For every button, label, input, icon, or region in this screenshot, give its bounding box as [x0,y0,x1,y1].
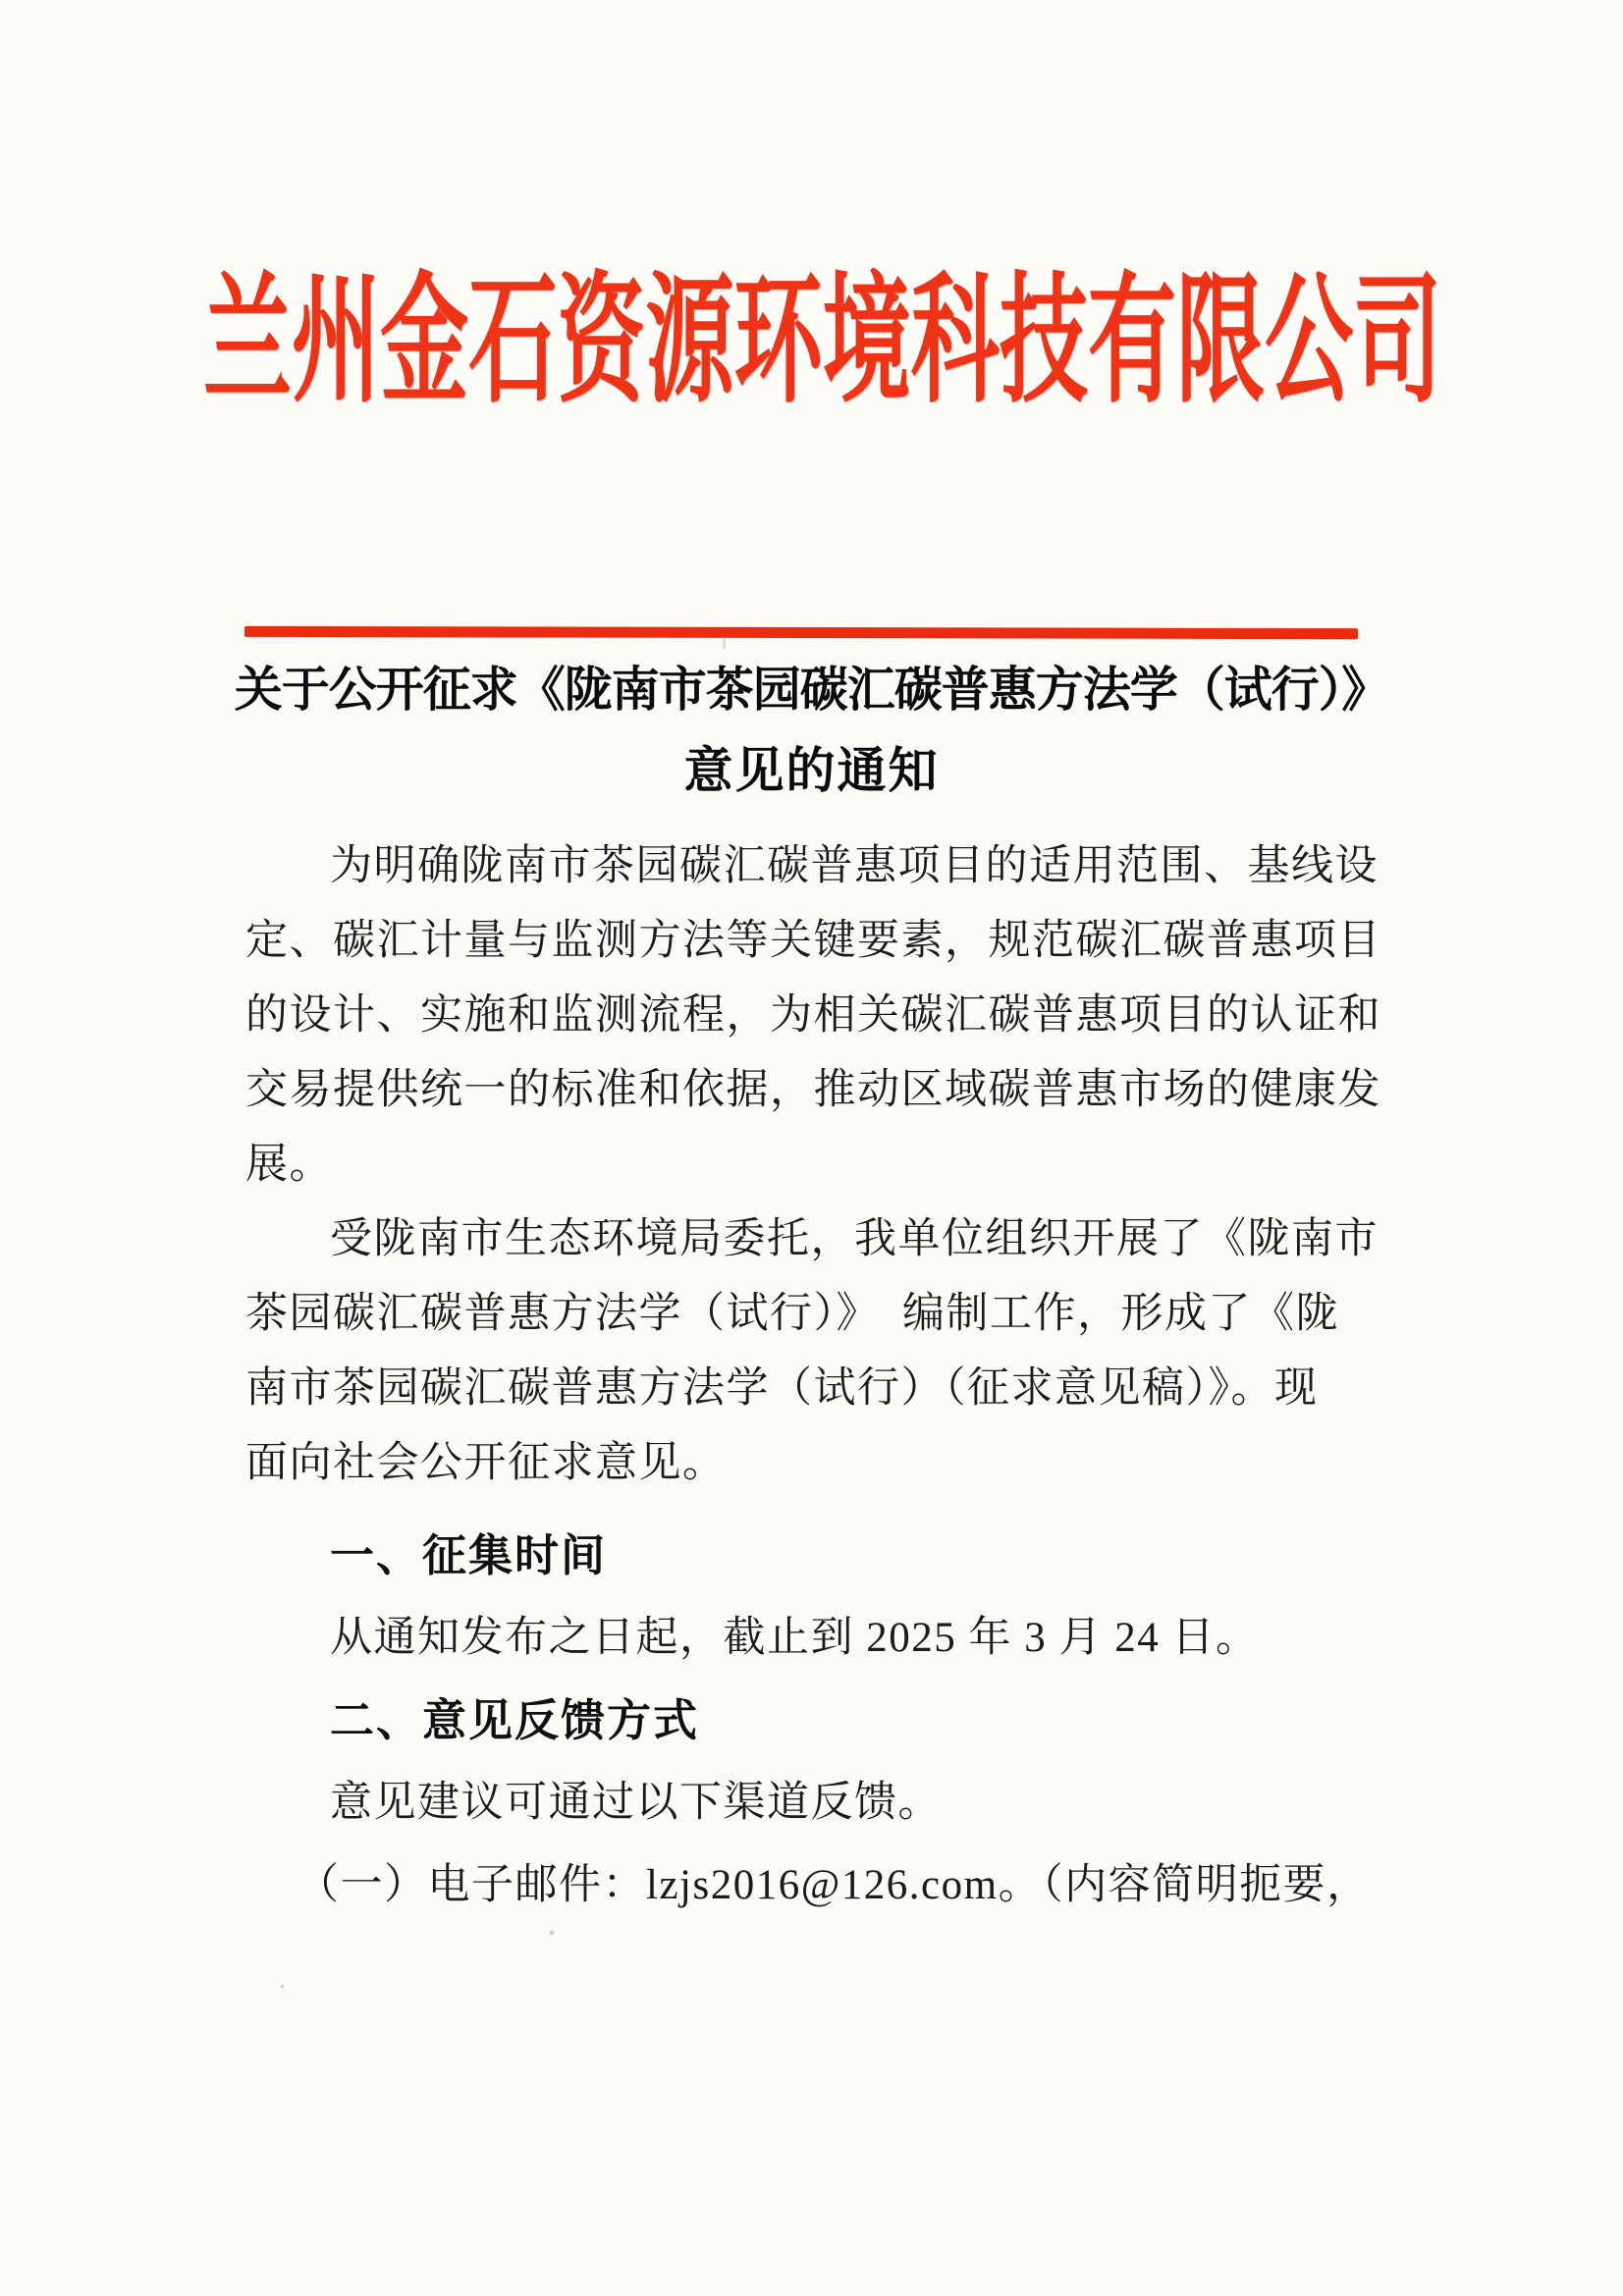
paragraph2-line1: 受陇南市生态环境局委托，我单位组织开展了《陇南市 [330,1216,1379,1262]
section-heading-collection-time: 一、征集时间 [330,1530,608,1580]
feedback-email-line: （一）电子邮件：lzjs2016@126.com。（内容简明扼要， [297,1862,1371,1908]
feedback-intro-line: 意见建议可通过以下渠道反馈。 [330,1780,942,1826]
paragraph2-line4: 面向社会公开征求意见。 [245,1440,727,1486]
paragraph2-line2: 茶园碳汇碳普惠方法学（试行）》 编制工作，形成了《陇 [245,1291,1339,1337]
scan-speckle [550,1931,554,1935]
paragraph1-line5: 展。 [245,1142,333,1188]
document-title-line2: 意见的通知 [683,743,940,798]
document-body [245,829,1394,1927]
company-letterhead [203,257,1623,426]
collection-time-line: 从通知发布之日起，截止到 2025 年 3 月 24 日。 [330,1615,1260,1661]
paragraph1-line1: 为明确陇南市茶园碳汇碳普惠项目的适用范围、基线设 [330,843,1379,889]
letterhead-divider-rule [244,626,1358,639]
section-heading-feedback-method: 二、意见反馈方式 [330,1695,700,1745]
paragraph1-line3: 的设计、实施和监测流程，为相关碳汇碳普惠项目的认证和 [245,992,1381,1039]
paragraph1-line2: 定、碳汇计量与监测方法等关键要素，规范碳汇碳普惠项目 [245,918,1381,964]
document-title-line1: 关于公开征求《陇南市茶园碳汇碳普惠方法学（试行）》 [234,663,1389,717]
paragraph1-line4: 交易提供统一的标准和依据，推动区域碳普惠市场的健康发 [245,1067,1381,1113]
scan-speckle [281,1985,284,1988]
company-name: 兰州金石资源环境科技有限公司 [203,264,1442,419]
scan-speckle [723,636,726,650]
paragraph2-line3: 南市茶园碳汇碳普惠方法学（试行）（征求意见稿）》。现 [245,1365,1319,1412]
document-title [0,651,1623,812]
